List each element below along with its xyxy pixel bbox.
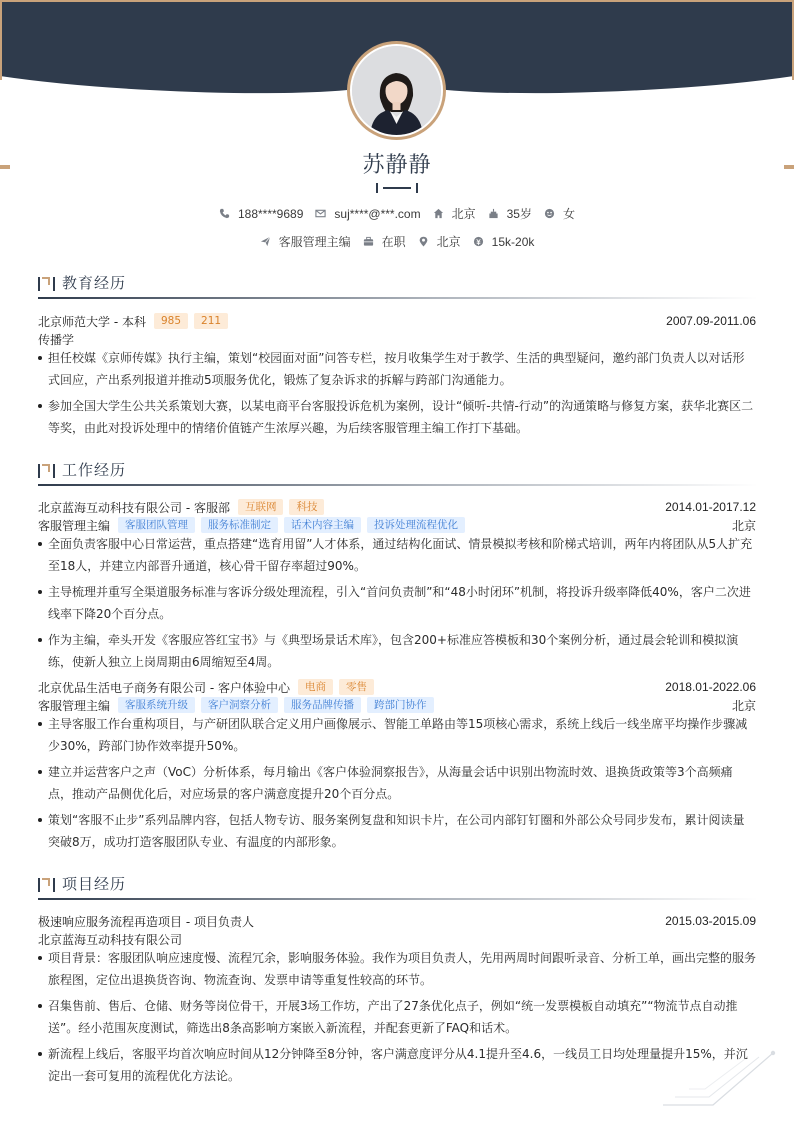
education-bullets: [38, 347, 756, 443]
section-marker-icon: [38, 878, 56, 892]
phone-icon: [219, 208, 230, 219]
mail-icon: [315, 208, 326, 219]
project-company: 北京蓝海互动科技有限公司: [38, 933, 183, 947]
section-work: [38, 459, 758, 485]
job-1-bullets: [38, 533, 756, 677]
job-2-role-row: [38, 696, 756, 714]
job-1-skill-tag: 投诉处理流程优化: [367, 517, 465, 533]
job-1-city: 北京: [731, 518, 756, 533]
job-2-city: 北京: [731, 698, 756, 713]
list-item: 全面负责客服中心日常运营，重点搭建“选育用留”人才体系，通过结构化面试、情景模拟考核和阶梯式培训，两年内将团队从5人扩充至18人，并建立内部晋升通道，核心骨干留存率超过90%。: [38, 533, 756, 577]
avatar: [347, 41, 446, 140]
job-1-role-row: [38, 516, 756, 534]
intent-city-item: [418, 233, 461, 250]
job-2-role: 客服管理主编: [38, 698, 111, 713]
job-2-industry-tag: 电商: [298, 679, 333, 695]
briefcase-icon: [363, 236, 374, 247]
name-divider: [376, 182, 418, 194]
job-1-role: 客服管理主编: [38, 518, 111, 533]
list-item: 主导客服工作台重构项目，与产研团队联合定义用户画像展示、智能工单路由等15项核心需求，系统上线后一线坐席平均操作步骤减少30%，跨部门协作效率提升50%。: [38, 713, 756, 757]
email-text: suj****@***.com: [334, 206, 421, 221]
job-1-skill-tag: 话术内容主编: [284, 517, 361, 533]
school-name: 北京师范大学 - 本科: [38, 314, 146, 329]
job-2-bullets: [38, 713, 756, 857]
job-2-skill-tag: 跨部门协作: [367, 697, 434, 713]
profile-photo: [352, 46, 441, 135]
job-1-skill-tag: 客服团队管理: [118, 517, 195, 533]
salary-item: [473, 235, 535, 249]
job-1-industry-tag: 互联网: [238, 499, 284, 515]
list-item: 担任校媒《京师传媒》执行主编，策划“校园面对面”问答专栏，按月收集学生对于教学、生活的典型疑问，邀约部门负责人以对话形式回应，产出系列报道并推动5项服务优化，锻炼了复杂诉求的拆解与跨部门沟通能力。: [38, 347, 756, 391]
project-name: 极速响应服务流程再造项目 - 项目负责人: [38, 914, 254, 929]
gender-item: [544, 205, 575, 222]
intent-position-text: 客服管理主编: [278, 235, 351, 249]
section-projects: [38, 873, 758, 899]
job-1-industry-tag: 科技: [289, 499, 324, 515]
cake-icon: [488, 208, 499, 219]
job-2-skill-tag: 客户洞察分析: [201, 697, 278, 713]
job-1-company: 北京蓝海互动科技有限公司 - 客服部: [38, 500, 230, 515]
salary-text: 15k-20k: [491, 234, 535, 249]
send-icon: [260, 236, 271, 247]
job-1-header: [38, 498, 756, 516]
job-intent-row: [0, 233, 794, 250]
contact-info-row: [0, 205, 794, 222]
job-2-company: 北京优品生活电子商务有限公司 - 客户体验中心: [38, 680, 290, 695]
section-marker-icon: [38, 277, 56, 291]
list-item: 新流程上线后，客服平均首次响应时间从12分钟降至8分钟，客户满意度评分从4.1提升至4.6，一线员工日均处理量提升15%，并沉淀出一套可复用的流程优化方法论。: [38, 1043, 756, 1087]
age-item: [488, 205, 532, 222]
status-text: 在职: [381, 235, 406, 249]
project-header: [38, 912, 756, 930]
job-2-dates: 2018.01-2022.06: [665, 680, 756, 694]
hometown-text: 北京: [451, 207, 476, 221]
job-1-skill-tag: 服务标准制定: [201, 517, 278, 533]
job-2-header: [38, 678, 756, 696]
intent-city-text: 北京: [436, 235, 461, 249]
education-major: 传播学: [38, 333, 75, 347]
list-item: 作为主编，牵头开发《客服应答红宝书》与《典型场景话术库》，包含200+标准应答模板和30个案例分析，通过晨会轮训和模拟演练，使新人独立上岗周期由6周缩短至4周。: [38, 629, 756, 673]
candidate-name: 苏静静: [362, 153, 432, 178]
tag-211: 211: [194, 313, 228, 329]
education-header: [38, 312, 756, 330]
section-underline: [38, 484, 758, 486]
list-item: 项目背景：客服团队响应速度慢、流程冗余，影响服务体验。我作为项目负责人，先用两周时间跟听录音、分析工单，画出完整的服务旅程图，定位出退换货咨询、物流查询、发票申请等重复性较高的环节。: [38, 947, 756, 991]
corner-decoration: [655, 1045, 780, 1107]
section-title-projects: 项目经历: [62, 875, 127, 893]
section-title-education: 教育经历: [62, 274, 127, 292]
phone-item: [219, 207, 303, 221]
job-2-industry-tag: 零售: [339, 679, 374, 695]
location-pin-icon: [418, 236, 429, 247]
section-underline: [38, 297, 758, 299]
status-item: [363, 233, 406, 250]
section-education: [38, 272, 758, 298]
education-dates: 2007.09-2011.06: [666, 314, 756, 328]
salary-icon: [473, 236, 484, 247]
list-item: 主导梳理并重写全渠道服务标准与客诉分级处理流程，引入“首问负责制”和“48小时闭环”机制，将投诉升级率降低40%，客户二次进线率下降20个百分点。: [38, 581, 756, 625]
list-item: 策划“客服不止步”系列品牌内容，包括人物专访、服务案例复盘和知识卡片，在公司内部钉钉圈和外部公众号同步发布，累计阅读量突破8万，成功打造客服团队专业、有温度的内部形象。: [38, 809, 756, 853]
project-dates: 2015.03-2015.09: [665, 914, 756, 928]
email-item: [315, 207, 420, 221]
gender-icon: [544, 208, 555, 219]
section-underline: [38, 898, 758, 900]
home-icon: [433, 208, 444, 219]
phone-text: 188****9689: [237, 206, 304, 221]
job-2-skill-tag: 服务品牌传播: [284, 697, 361, 713]
list-item: 参加全国大学生公共关系策划大赛，以某电商平台客服投诉危机为案例，设计“倾听-共情-行动”的沟通策略与修复方案，获华北赛区二等奖，由此对投诉处理中的情绪价值链产生浓厚兴趣，为后续客服管理主编工作打下基础。: [38, 395, 756, 439]
project-bullets: [38, 947, 756, 1091]
gender-text: 女: [562, 207, 575, 221]
intent-position-item: [260, 233, 351, 250]
home-item: [433, 205, 476, 222]
list-item: 召集售前、售后、仓储、财务等岗位骨干，开展3场工作坊，产出了27条优化点子，例如“统一发票模板自动填充”“物流节点自动推送”。经小范围灰度测试，筛选出8条高影响方案嵌入新流程，并配套更新了FAQ和话术。: [38, 995, 756, 1039]
list-item: 建立并运营客户之声（VoC）分析体系，每月输出《客户体验洞察报告》，从海量会话中识别出物流时效、退换货政策等3个高频痛点，推动产品侧优化后，对应场景的客户满意度提升20个百分点。: [38, 761, 756, 805]
section-marker-icon: [38, 464, 56, 478]
section-title-work: 工作经历: [62, 461, 127, 479]
job-1-dates: 2014.01-2017.12: [665, 500, 756, 514]
tag-985: 985: [154, 313, 188, 329]
job-2-skill-tag: 客服系统升级: [118, 697, 195, 713]
age-text: 35岁: [506, 207, 532, 221]
